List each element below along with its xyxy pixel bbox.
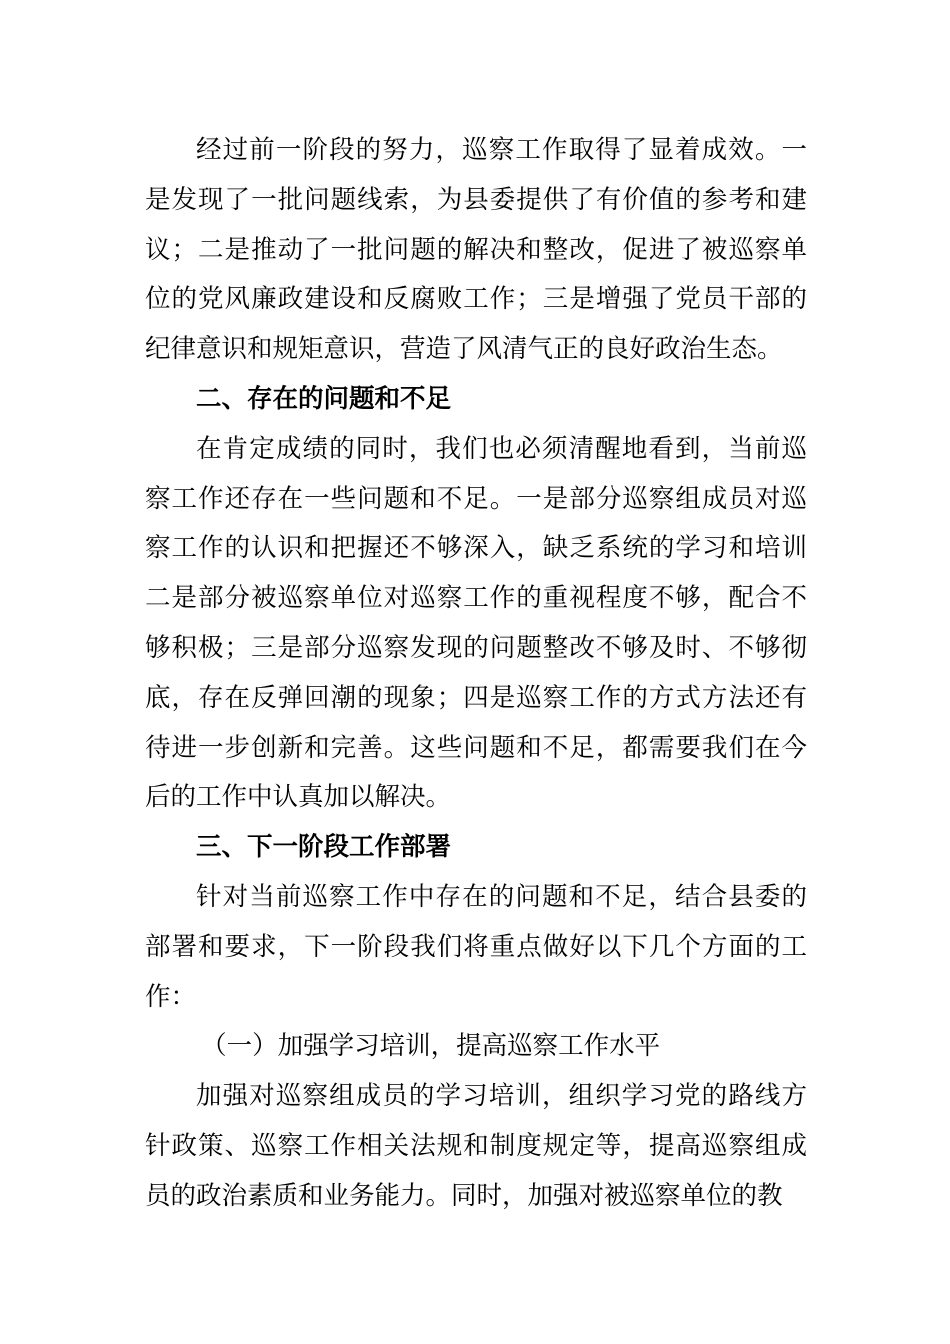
section-heading-problems: 二、存在的问题和不足 [196,383,452,414]
section-heading-next-steps: 三、下一阶段工作部署 [196,832,452,863]
paragraph-next-steps-intro: 针对当前巡察工作中存在的问题和不足，结合县委的部署和要求，下一阶段我们将重点做好以下几个方面的工作： [145,881,807,1012]
subsection-heading-training: （一）加强学习培训，提高巡察工作水平 [201,1031,661,1062]
paragraph-achievements: 经过前一阶段的努力，巡察工作取得了显着成效。一是发现了一批问题线索，为县委提供了有价值的参考和建议；二是推动了一批问题的解决和整改，促进了被巡察单位的党风廉政建设和反腐败工作；三是增强了党员干部的纪律意识和规矩意识，营造了风清气正的良好政治生态。 [145,135,807,365]
paragraph-training: 加强对巡察组成员的学习培训，组织学习党的路线方针政策、巡察工作相关法规和制度规定等，提高巡察组成员的政治素质和业务能力。同时，加强对被巡察单位的教 [145,1081,807,1211]
paragraph-problems: 在肯定成绩的同时，我们也必须清醒地看到，当前巡察工作还存在一些问题和不足。一是部分巡察组成员对巡察工作的认识和把握还不够深入，缺乏系统的学习和培训二是部分被巡察单位对巡察工作的重视程度不够，配合不够积极；三是部分巡察发现的问题整改不够及时、不够彻底，存在反弹回潮的现象；四是巡察工作的方式方法还有待进一步创新和完善。这些问题和不足，都需要我们在今后的工作中认真加以解决。 [145,433,807,813]
document-body [145,126,807,1222]
